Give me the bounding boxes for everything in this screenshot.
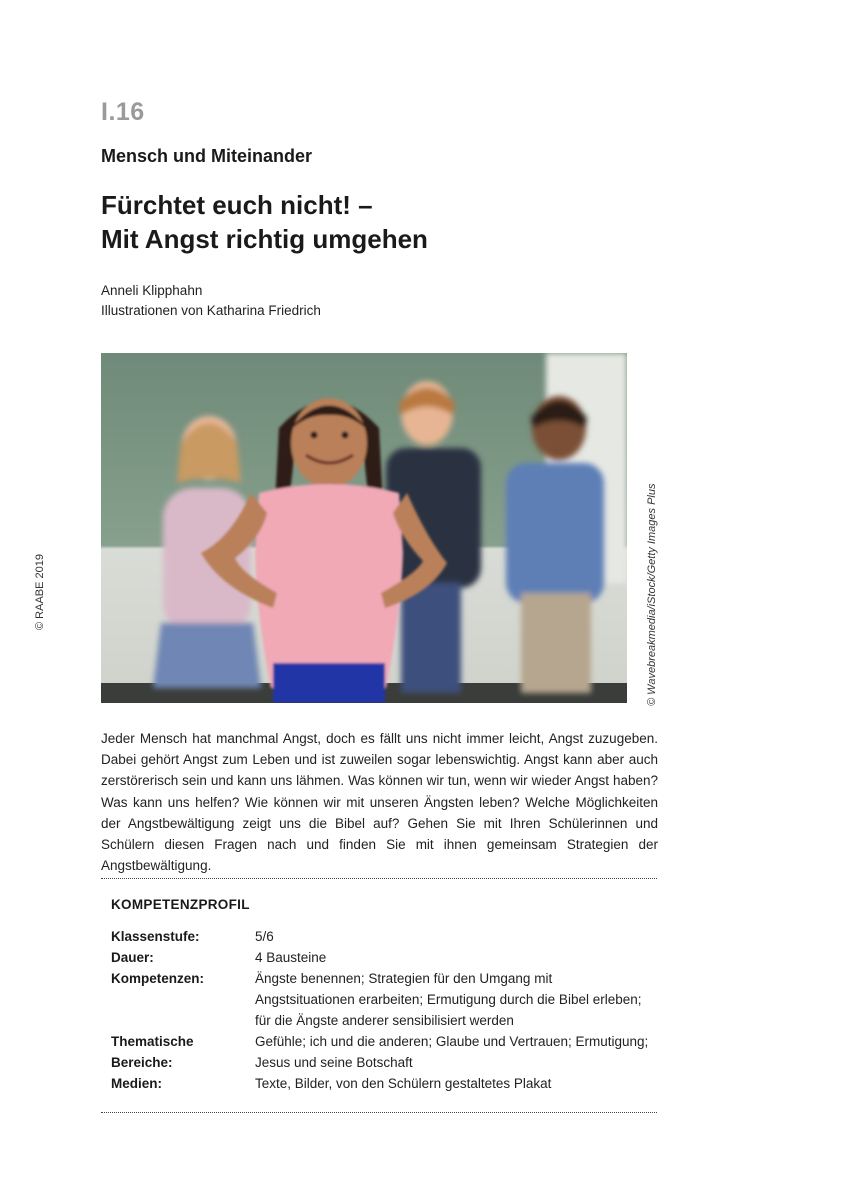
profile-label: Klassenstufe: bbox=[111, 929, 200, 944]
cover-photo bbox=[101, 353, 627, 703]
intro-paragraph: Jeder Mensch hat manchmal Angst, doch es fällt uns nicht immer leicht, Angst zuzugeben. Dabei gehört Angst zum Leben und ist zuweilen sogar lebenswichtig. Angst kann aber auch zerstörerisch sein und kann uns lähmen. Was können wir tun, wenn wir wieder Angst haben? Was kann uns helfen? Wie können wir mit unseren Ängsten leben? Welche Möglichkeiten der Angstbewältigung zeigt uns die Bibel auf? Gehen Sie mit Ihren Schülerinnen und Schülern diesen Fragen nach und finden Sie mit ihnen gemeinsam Strategien der Angstbewältigung. bbox=[101, 731, 658, 874]
profile-value: 5/6 bbox=[255, 929, 274, 944]
photo-credit: © Wavebreakmedia/iStock/Getty Images Plus bbox=[646, 483, 658, 706]
profile-label: Kompetenzen: bbox=[111, 971, 205, 986]
profile-row-topics bbox=[111, 1031, 651, 1073]
illustrator-credit: Illustrationen von Katharina Friedrich bbox=[101, 303, 321, 318]
profile-row-competencies bbox=[111, 968, 651, 1031]
divider-bottom bbox=[101, 1112, 657, 1113]
profile-row-media bbox=[111, 1073, 651, 1094]
profile-value: Gefühle; ich und die anderen; Glaube und Vertrauen; Ermutigung; Jesus und seine Botschaft bbox=[255, 1034, 649, 1070]
section-heading: Mensch und Miteinander bbox=[101, 146, 313, 166]
children-photo-illustration bbox=[101, 353, 627, 703]
page-title bbox=[101, 188, 428, 256]
profile-label: Medien: bbox=[111, 1076, 163, 1091]
profile-label: Dauer: bbox=[111, 950, 154, 965]
profile-row-grade bbox=[111, 926, 651, 947]
profile-label: Thematische Bereiche: bbox=[111, 1034, 194, 1070]
author-name: Anneli Klipphahn bbox=[101, 283, 203, 298]
profile-title: KOMPETENZPROFIL bbox=[111, 897, 250, 912]
profile-row-duration bbox=[111, 947, 651, 968]
title-line-1: Fürchtet euch nicht! – bbox=[101, 190, 373, 220]
profile-value: Texte, Bilder, von den Schülern gestaltetes Plakat bbox=[255, 1076, 552, 1091]
profile-value: Ängste benennen; Strategien für den Umgang mit Angstsituationen erarbeiten; Ermutigung durch die Bibel erleben; für die Ängste anderer sensibilisiert werden bbox=[255, 971, 642, 1028]
title-line-2: Mit Angst richtig umgehen bbox=[101, 224, 428, 254]
divider-top bbox=[101, 878, 657, 879]
side-copyright: © RAABE 2019 bbox=[34, 554, 46, 630]
profile-value: 4 Bausteine bbox=[255, 950, 327, 965]
unit-number: I.16 bbox=[101, 98, 145, 126]
author-block bbox=[101, 281, 321, 321]
competency-profile bbox=[111, 926, 651, 1094]
